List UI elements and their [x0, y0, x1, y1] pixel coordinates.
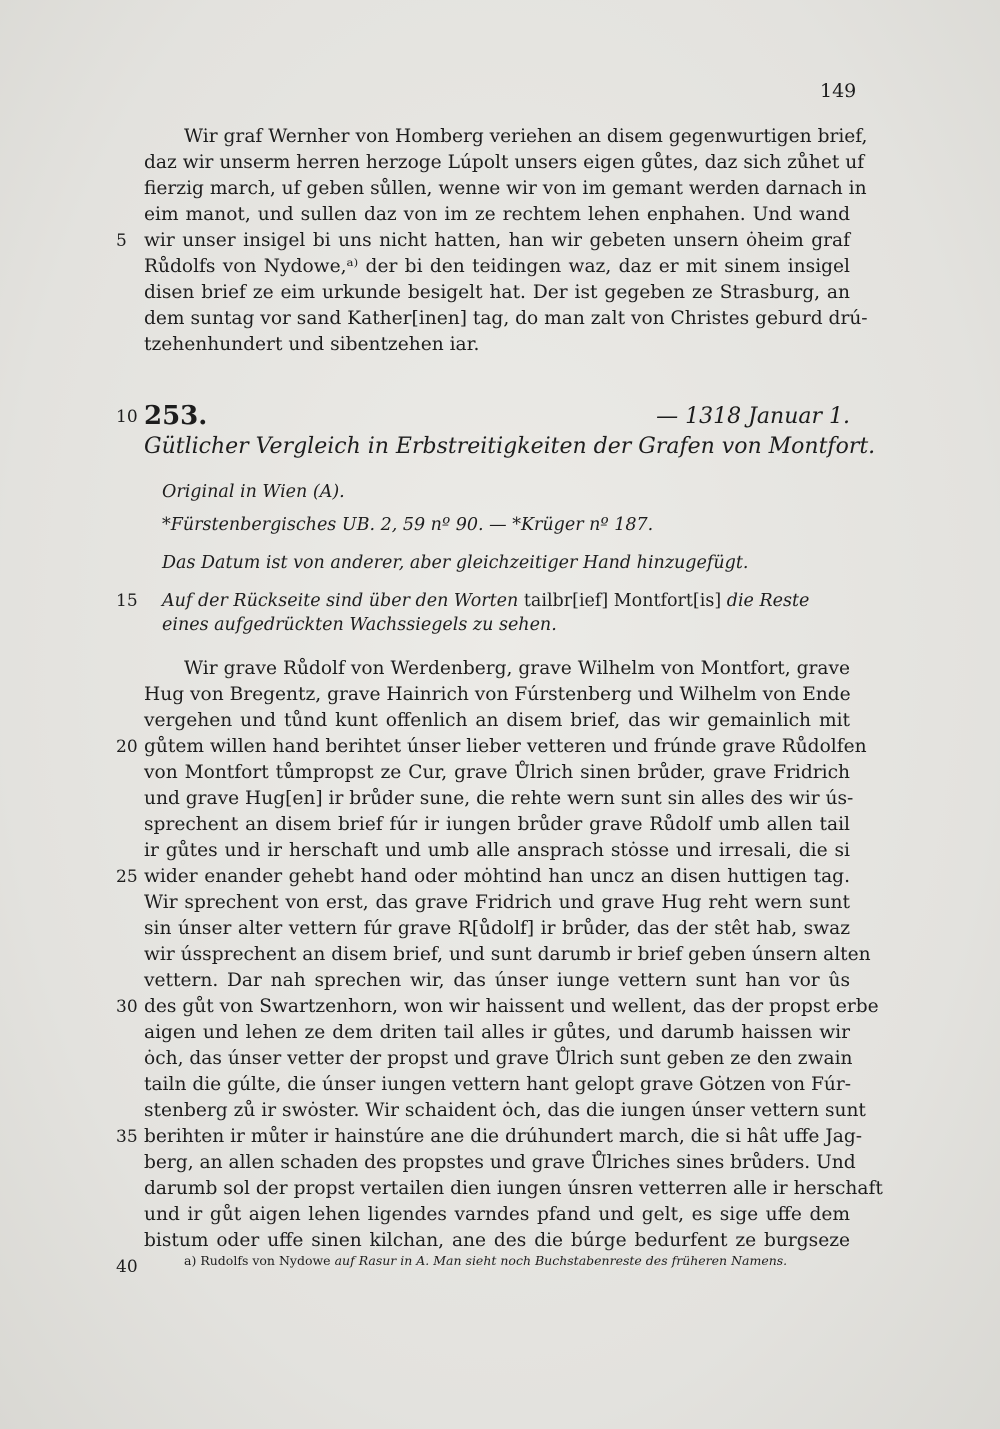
note-back-text: Auf der Rückseite sind über den Worten	[162, 591, 519, 611]
text-line: vettern. Dar nah sprechen wir, das únser iunge vettern sunt han vor ûs	[144, 970, 850, 991]
note-back-quote: tailbr[ief] Montfort[is]	[523, 591, 722, 611]
note-editions: *Fürstenbergisches UB. 2, 59 nº 90. — *Krüger nº 187.	[162, 515, 654, 535]
text-line: darumb sol der propst vertailen dien iungen únsren vetterren alle ir herschaft	[144, 1178, 883, 1199]
note-back-cont: eines aufgedrückten Wachssiegels zu sehen.	[162, 615, 557, 635]
text-line: Wir sprechent von erst, das grave Fridrich und grave Hug reht wern sunt	[144, 892, 850, 913]
text-line: berihten ir můter ir hainstúre ane die drúhundert march, die si hât uffe Jag-	[144, 1126, 863, 1147]
text-line: Wir grave Růdolf von Werdenberg, grave Wilhelm von Montfort, grave	[184, 658, 850, 679]
document-date: — 1318 Januar 1.	[656, 404, 850, 429]
text-line: Růdolfs von Nydowe,ᵃ⁾ der bi den teidingen waz, daz er mit sinem insigel	[144, 256, 850, 277]
document-title: Gütlicher Vergleich in Erbstreitigkeiten der Grafen von Montfort.	[144, 434, 876, 459]
text-line: tzehenhundert und sibentzehen iar.	[144, 334, 480, 355]
text-line: disen brief ze eim urkunde besigelt hat. Der ist gegeben ze Strasburg, an	[144, 282, 850, 303]
text-line: wir unser insigel bi uns nicht hatten, han wir gebeten unsern ȯheim graf	[144, 230, 850, 251]
text-line: aigen und lehen ze dem driten tail alles ir gůtes, und darumb haissen wir	[144, 1022, 850, 1043]
document-number: 253.	[144, 401, 208, 431]
text-line: fierzig march, uf geben sůllen, wenne wir von im gemant werden darnach in	[144, 178, 867, 199]
text-line: vergehen und tůnd kunt offenlich an disem brief, das wir gemainlich mit	[144, 710, 850, 731]
note-date: Das Datum ist von anderer, aber gleichzeitiger Hand hinzugefügt.	[162, 553, 749, 573]
text-line: eim manot, und sullen daz von im ze rechtem lehen enphahen. Und wand	[144, 204, 850, 225]
footnote-quote: Rudolfs von Nydowe	[200, 1253, 331, 1268]
text-line: sprechent an disem brief fúr ir iungen brůder grave Růdolf umb allen tail	[144, 814, 850, 835]
line-number: 5	[116, 231, 127, 251]
text-line: wider enander gehebt hand oder mȯhtind han uncz an disen huttigen tag.	[144, 866, 850, 887]
footnote-text: auf	[334, 1253, 355, 1268]
text-line: dem suntag vor sand Kather[inen] tag, do man zalt von Christes geburd drú-	[144, 308, 868, 329]
text-line: von Montfort tůmpropst ze Cur, grave Ůlrich sinen brůder, grave Fridrich	[144, 762, 850, 783]
text-line: gůtem willen hand berihtet únser lieber vetteren und frúnde grave Růdolfen	[144, 736, 867, 757]
text-line: sin únser alter vettern fúr grave R[ůdolf] ir brůder, das der stêt hab, swaz	[144, 918, 850, 939]
footnote-text: Rasur in A. Man sieht noch Buchstabenreste des früheren Namens.	[358, 1253, 788, 1268]
text-line: ȯch, das únser vetter der propst und grave Ůlrich sunt geben ze den zwain	[144, 1048, 853, 1069]
line-number: 40	[116, 1257, 138, 1277]
line-number: 15	[116, 591, 138, 611]
text-line: Hug von Bregentz, grave Hainrich von Fúrstenberg und Wilhelm von Ende	[144, 684, 851, 705]
text-line: und grave Hug[en] ir brůder sune, die rehte wern sunt sin alles des wir ús-	[144, 788, 854, 809]
line-number: 30	[116, 997, 138, 1017]
line-number: 20	[116, 737, 138, 757]
text-line: des gůt von Swartzenhorn, won wir haissent und wellent, das der propst erbe	[144, 996, 879, 1017]
text-line: berg, an allen schaden des propstes und grave Ůlriches sines brůders. Und	[144, 1152, 856, 1173]
line-number: 10	[116, 407, 138, 427]
text-line: und ir gůt aigen lehen ligendes varndes pfand und gelt, es sige uffe dem	[144, 1204, 850, 1225]
line-number: 35	[116, 1127, 138, 1147]
note-back	[162, 588, 850, 614]
line-number: 25	[116, 867, 138, 887]
text-line: daz wir unserm herren herzoge Lúpolt unsers eigen gůtes, daz sich zůhet uf	[144, 152, 865, 173]
text-line: Wir graf Wernher von Homberg veriehen an disem gegenwurtigen brief,	[184, 126, 868, 147]
note-back-text: die Reste	[726, 591, 810, 611]
footnote-label: a)	[184, 1253, 197, 1268]
text-line: stenberg zů ir swȯster. Wir schaident ȯch, das die iungen únser vettern sunt	[144, 1100, 866, 1121]
page-number: 149	[820, 80, 857, 102]
text-line: wir ússprechent an disem brief, und sunt darumb ir brief geben únsern alten	[144, 944, 871, 965]
footnote	[184, 1252, 787, 1270]
text-line: bistum oder uffe sinen kilchan, ane des die búrge bedurfent ze burgseze	[144, 1230, 850, 1251]
text-line: tailn die gúlte, die únser iungen vettern hant gelopt grave Gȯtzen von Fúr-	[144, 1074, 852, 1095]
note-original: Original in Wien (A).	[162, 482, 345, 502]
text-line: ir gůtes und ir herschaft und umb alle ansprach stȯsse und irresali, die si	[144, 840, 850, 861]
